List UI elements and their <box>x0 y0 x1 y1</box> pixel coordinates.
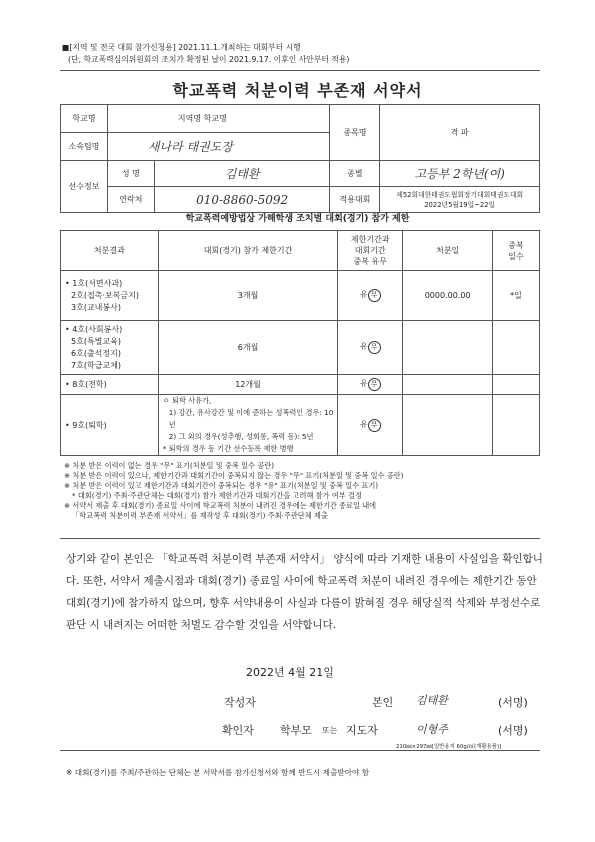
notes-block <box>64 461 544 521</box>
overlap-yes: 유 <box>359 290 368 299</box>
note-line: ※ 처분 받은 이력이 없는 경우 "무" 표기(처분일 및 중복 일수 공란) <box>64 461 275 470</box>
row-date <box>403 321 493 375</box>
col-header-days <box>493 231 540 271</box>
pledge-statement: 상기와 같이 본인은 「학교폭력 처분이력 부존재 서약서」 양식에 따라 기재한 내용이 사실임을 확인합니다. 또한, 서약서 제출시점과 대회(경기) 종료일 사이에 학교폭력 처분이 내려진 경우에는 제한기간 동안 대회(경기)에 참가하지 않으며, 향후 서약내용이 사실과 다름이 밝혀질 경우 해당실적 삭제와 부정선수로 판단 시 내려지는 어떠한 처벌도 감수할 것임을 서약합니다. <box>66 553 543 631</box>
overlap-no-circled: 무 <box>368 378 381 391</box>
result-line: 3호(교내봉사) <box>71 302 121 312</box>
row-result <box>61 321 159 375</box>
period-line: 2) 그 외의 경우(성추행, 성희롱, 폭력 등): 5년 <box>168 432 314 441</box>
team-label: 소속팀명 <box>61 133 108 161</box>
confirmer-label: 확인자 <box>222 724 254 737</box>
row-days <box>493 395 540 456</box>
row-overlap <box>338 375 403 395</box>
note-line: 「학교폭력 처분이력 부존재 서약서」를 재작성 후 대회(경기) 주최·주관단체 제출 <box>72 511 328 520</box>
col-header-days-line: 일수 <box>508 251 524 261</box>
or-label: 또는 <box>322 726 338 735</box>
divider <box>60 750 540 751</box>
row-date <box>403 395 493 456</box>
school-value: 지역명 학교명 <box>107 105 330 133</box>
self-name: 김태환 <box>416 694 448 707</box>
col-header-overlap-line: 중복 유무 <box>353 257 387 266</box>
note-line: ※ 처분 받은 이력이 있고 제한기간과 대회기간이 중복되는 경우 "유" 표기(처분일 및 중복 일수 표기) <box>64 481 379 490</box>
player-label: 선수정보 <box>61 161 108 213</box>
period-line: ㅇ 퇴학 사유가, <box>162 396 212 405</box>
overlap-no-circled: 무 <box>368 289 381 302</box>
result-line: • 1호(서면사과) <box>65 278 123 288</box>
team-value: 새나라 태권도장 <box>107 133 330 161</box>
row-days <box>493 321 540 375</box>
contact-label: 연락처 <box>107 187 154 213</box>
apply-value-line-2: 2022년5월19일~22일 <box>424 200 496 209</box>
section-subtitle: 학교폭력예방법상 가해학생 조치별 대회(경기) 참가 제한 <box>185 214 410 224</box>
restriction-table <box>60 230 540 456</box>
overlap-no-circled: 무 <box>368 341 381 354</box>
note-line: ※ 서약서 제출 후 대회(경기) 종료일 사이에 학교폭력 처분이 내려진 경우에는 제한기간 종료일 내에 <box>64 501 377 510</box>
col-header-result: 처분결과 <box>61 231 159 271</box>
row-result: • 8호(전학) <box>61 375 159 395</box>
apply-value <box>380 187 540 213</box>
name-value: 김태환 <box>154 161 330 187</box>
coach-label: 지도자 <box>346 724 378 737</box>
col-header-overlap <box>338 231 403 271</box>
row-overlap <box>338 395 403 456</box>
col-header-date: 처분일 <box>403 231 493 271</box>
note-line: * 대회(경기) 주최·주관단체는 대회(경기) 참가 제한기간과 대회기간을 고려해 참가 여부 결정 <box>72 491 362 500</box>
self-label: 본인 <box>372 696 394 709</box>
table-row <box>61 375 540 395</box>
result-line: • 4호(사회봉사) <box>65 324 123 334</box>
result-line: 6호(출석정지) <box>71 348 121 358</box>
pledge-date: 2022년 4월 21일 <box>246 666 334 679</box>
coach-sign-mark: (서명) <box>498 724 528 737</box>
col-header-overlap-line: 제한기간과 <box>350 235 390 244</box>
note-line: ※ 처분 받은 이력이 있으나, 제한기간과 대회기간이 중복되지 않는 경우 "무" 표기(처분일 및 중복 일수 공란) <box>64 471 404 480</box>
header-line-2: (단, 학교폭력심의위원회의 조치가 확정된 날이 2021.9.17. 이후인 사안부터 적용) <box>68 55 350 64</box>
overlap-yes: 유 <box>359 419 368 429</box>
table-row <box>61 321 540 375</box>
row-period: 12개월 <box>158 375 338 395</box>
divider <box>60 70 540 71</box>
event-label: 종목명 <box>330 105 380 161</box>
table-row <box>61 271 540 321</box>
self-sign-mark: (서명) <box>498 696 528 709</box>
apply-value-line-1: 제52회대한태권도협회장기대회태권도대회 <box>396 190 524 199</box>
parent-label: 학부모 <box>280 724 312 737</box>
period-line: * 퇴학의 경우 동 기간 선수등록 제한 병행 <box>162 444 294 453</box>
divider <box>60 538 540 539</box>
info-table <box>60 104 540 213</box>
contact-value: 010-8860-5092 <box>154 187 330 213</box>
row-days <box>493 375 540 395</box>
row-days: *일 <box>493 271 540 321</box>
school-label: 학교명 <box>61 105 108 133</box>
event-value: 격 파 <box>380 105 540 161</box>
result-line: 5호(특별교육) <box>71 336 121 346</box>
table-row <box>61 395 540 456</box>
footer-note: ※ 대회(경기)를 주최/주관하는 단체는 본 서약서를 참가신청서와 함께 반드시 제출받아야 함 <box>66 768 370 777</box>
period-line: 1) 강간, 유사강간 및 이에 준하는 성폭력인 경우: 10년 <box>168 408 334 429</box>
row-period: 6개월 <box>158 321 338 375</box>
row-overlap <box>338 271 403 321</box>
writer-label: 작성자 <box>224 696 256 709</box>
row-result <box>61 271 159 321</box>
row-date <box>403 375 493 395</box>
overlap-yes: 유 <box>359 342 368 351</box>
coach-name: 이형주 <box>416 723 448 736</box>
category-label: 종별 <box>330 161 380 187</box>
header-line-1: ■[지역 및 전국 대회 참가신청용] 2021.11.1.개최하는 대회부터 시행 <box>62 43 301 52</box>
row-date: 0000.00.00 <box>403 271 493 321</box>
result-line: 2호(접촉·보복금지) <box>71 290 139 300</box>
row-period: 3개월 <box>158 271 338 321</box>
category-value: 고등부 2학년(여) <box>380 161 540 187</box>
col-header-overlap-line: 대회기간 <box>354 246 386 255</box>
overlap-no-circled: 무 <box>368 419 381 432</box>
name-label: 성 명 <box>107 161 154 187</box>
apply-label: 적용대회 <box>330 187 380 213</box>
page-title: 학교폭력 처분이력 부존재 서약서 <box>172 81 423 100</box>
row-overlap <box>338 321 403 375</box>
col-header-days-line: 중복 <box>508 240 524 250</box>
row-period <box>158 395 338 456</box>
result-line: 7호(학급교체) <box>71 360 121 370</box>
row-result: • 9호(퇴학) <box>61 395 159 456</box>
paper-spec: 210㎜×297㎜[일반용지 60g/㎡(재활용품)] <box>396 744 502 750</box>
col-header-period: 대회(경기) 참가 제한기간 <box>158 231 338 271</box>
overlap-yes: 유 <box>359 379 368 388</box>
